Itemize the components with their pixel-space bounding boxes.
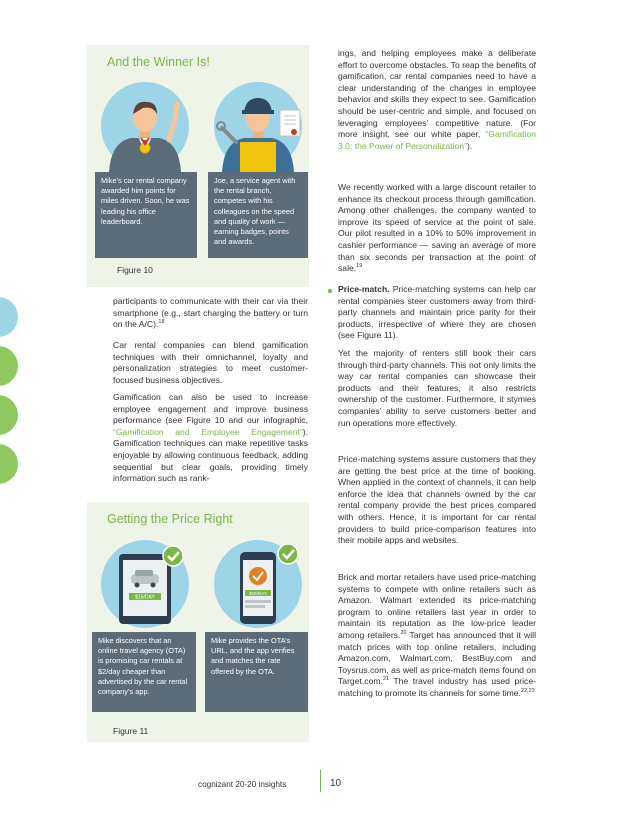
figure-10-caption-mike: Mike’s car rental company awarded him points for miles driven. Soon, he was leading his office leaderboard. xyxy=(95,172,197,258)
right-paragraph-1-text-b: ). xyxy=(466,140,473,151)
phone-app-illustration xyxy=(208,538,308,630)
footer-divider xyxy=(320,770,321,792)
gamification-employee-engagement-link[interactable]: “Gamification and Employee Engagement” xyxy=(113,426,303,437)
tablet-ota-illustration xyxy=(95,538,195,630)
right-paragraph-5-text-b: Target has announced that it will match prices with top online retailers, including Amazon.com, Walmart.com, BestBuy.com and Toysrus.com, as well as price-match items found on Target.com. xyxy=(338,629,536,687)
price-match-bullet-title: Price-match. xyxy=(338,284,390,294)
mike-winner-illustration xyxy=(95,80,195,172)
footnote-22-23: 22,23 xyxy=(520,688,535,695)
right-paragraph-5-text-a: Brick and mortar retailers have used price-matching systems to compete with online retailers such as Amazon. Walmart extended its price-matching program to online retailers last year in order to maintain its reputation as the low-price leader among retailers. xyxy=(338,572,536,640)
bullet-dot xyxy=(328,289,332,293)
figure-11-caption-mike-discovers: Mike discovers that an online travel agency (OTA) is promising car rentals at $2/day cheaper than advertised by the car rental company’s app. xyxy=(92,632,196,712)
side-tab-green-3 xyxy=(0,444,18,484)
side-tab-blue xyxy=(0,297,18,337)
figure-11-caption-app-verifies: Mike provides the OTA’s URL, and the app verifies and matches the rate offered by the OTA. xyxy=(205,632,308,712)
footnote-21: 21 xyxy=(382,676,390,683)
right-paragraph-4: Price-matching systems assure customers that they are getting the best price at the time of booking. When applied in the context of channels, it can help enforce the idea that channels owned by the car rental company provide the best prices compared with others. Hence, it is important for car rental providers to build price-comparison features into their mobile apps and websites. xyxy=(338,454,536,546)
right-paragraph-5-text-c: The travel industry has used price-matching to promote its channels for some time. xyxy=(338,676,536,698)
right-paragraph-3: Yet the majority of renters still book their cars through third-party channels. This not only limits the way car rental companies can showcase their products and their features, it also restricts ownership of the customer. Furthermore, it stymies companies’ ability to serve customers better and run operations more effectively. xyxy=(338,348,536,428)
left-paragraph-3 xyxy=(113,392,308,485)
left-paragraph-1-text: participants to communicate with their car via their smartphone (e.g., start charging the battery or turn on the A/C). xyxy=(113,296,308,330)
left-paragraph-3-text-b: ). Gamification techniques can make repetitive tasks enjoyable by allowing continuous feedback, adding sequential but clear goals, providing timely information such as rank- xyxy=(113,426,308,484)
right-paragraph-2 xyxy=(338,182,536,275)
price-match-bullet xyxy=(338,284,536,342)
footnote-19: 19 xyxy=(356,263,363,270)
figure-10-heading: And the Winner Is! xyxy=(107,55,210,69)
footnote-20: 20 xyxy=(400,630,407,637)
phone-price-tag: $15/DAY xyxy=(249,590,267,596)
gamification-3-white-paper-link[interactable]: “Gamification 3.0: the Power of Personalization” xyxy=(338,129,536,151)
right-paragraph-2-text: We recently worked with a large discount retailer to enhance its checkout process through gamification. Among other challenges, the company wanted to improve its speed of service at the point of sale. Our pilot resulted in a 10% to 50% improvement in cashier performance — saving an average of more than six seconds per transaction at the point of sale. xyxy=(338,182,536,274)
left-paragraph-2: Car rental companies can blend gamification techniques with their omnichannel, loyalty and personalization strategies to meet customer-focused business objectives. xyxy=(113,340,308,385)
figure-10-label: Figure 10 xyxy=(117,265,153,275)
figure-11-heading: Getting the Price Right xyxy=(107,512,233,526)
left-paragraph-3-text-a: Gamification can also be used to increase employee engagement and improve business performance (see Figure 10 and our infographic, xyxy=(113,392,308,426)
tablet-price-tag: $16/DAY xyxy=(135,594,155,601)
side-tab-green-2 xyxy=(0,395,18,435)
figure-11-label: Figure 11 xyxy=(113,726,149,736)
side-tab-green-1 xyxy=(0,346,18,386)
footer-brand: cognizant 20-20 insights xyxy=(198,780,287,789)
figure-10-caption-joe: Joe, a service agent with the rental branch, competes with his colleagues on the speed and quality of work — earning badges, points and awards. xyxy=(208,172,308,258)
price-match-bullet-body: Price-matching systems can help car rental companies steer customers away from third-party channels and maintain price parity for their products, irrespective of where they are chosen (see Figure 11). xyxy=(338,284,536,341)
joe-service-agent-illustration xyxy=(208,80,308,172)
left-paragraph-1 xyxy=(113,296,308,331)
right-paragraph-1 xyxy=(338,48,536,152)
right-paragraph-1-text-a: ings, and helping employees make a deliberate effort to overcome obstacles. To reap the benefits of gamification, car rental companies need to have a clear understanding of the changes in employee behavior and skills they expect to see. Gamification should be user-centric and simple, and focused on leveraging employees’ competitive nature. (For more insight, see our white paper, xyxy=(338,48,536,140)
page-number: 10 xyxy=(330,778,342,789)
right-paragraph-5 xyxy=(338,572,536,700)
footnote-18: 18 xyxy=(158,319,165,326)
